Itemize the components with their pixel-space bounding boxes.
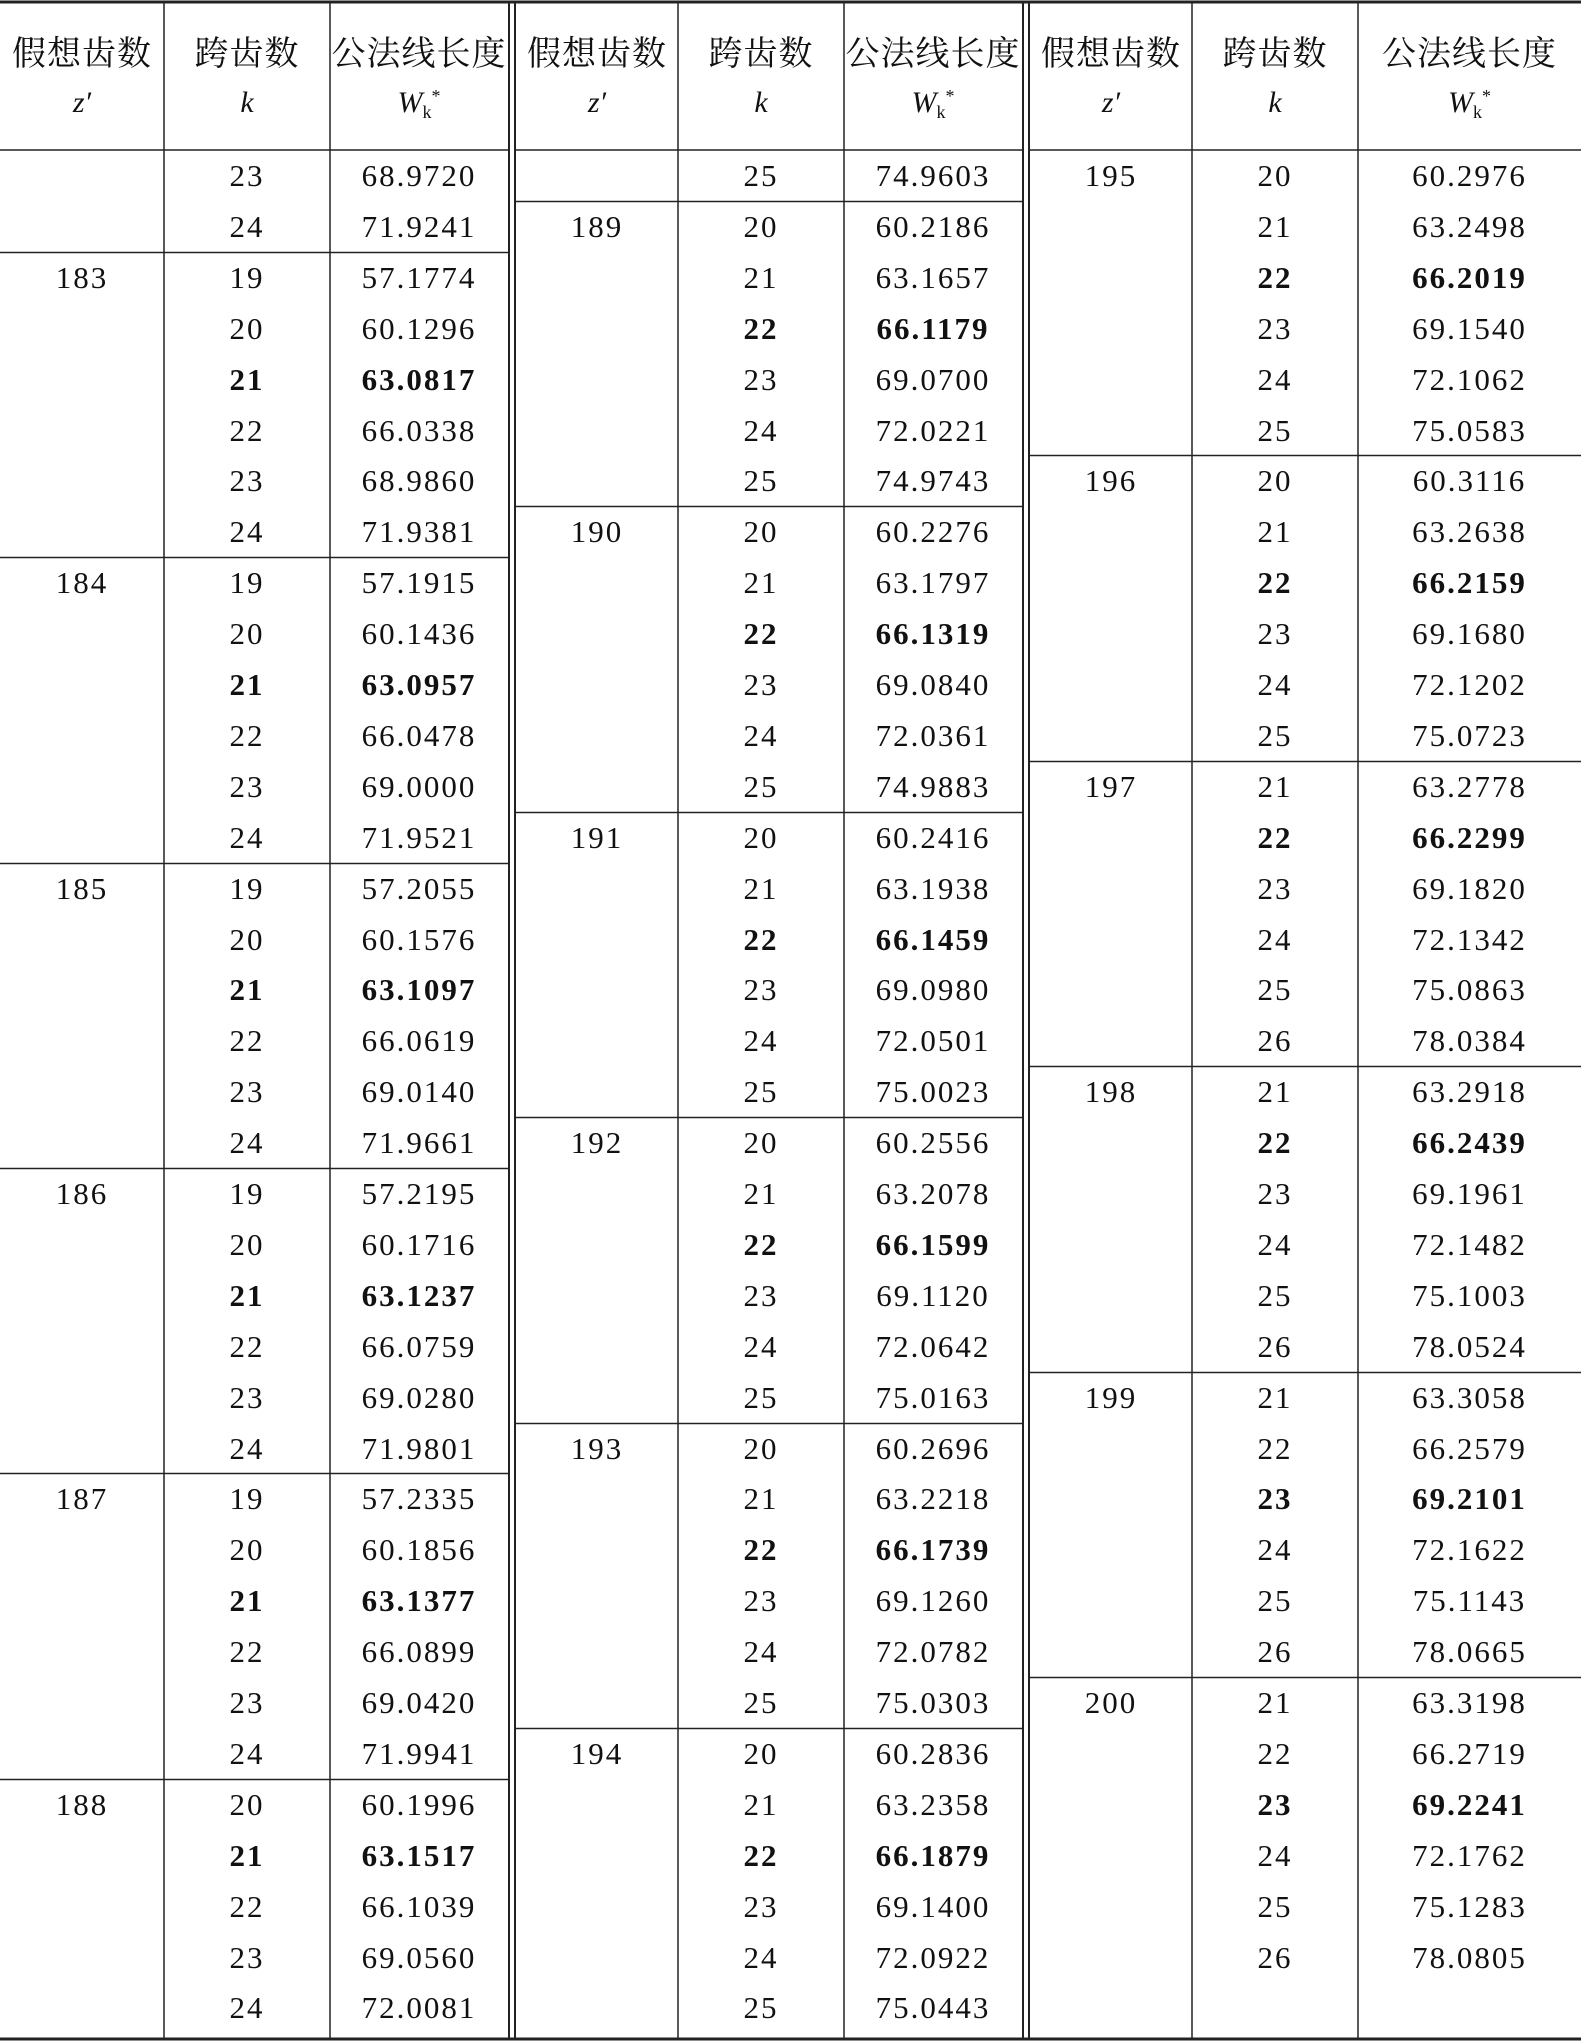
span-length-value: 69.1961 [1412, 1176, 1527, 1211]
span-count: 21 [743, 259, 779, 295]
span-count: 24 [743, 1023, 779, 1059]
span-length-value: 63.1237 [361, 1277, 477, 1313]
span-count: 22 [229, 717, 265, 753]
span-count: 22 [229, 1634, 265, 1670]
header-symbol-text: k [754, 86, 768, 119]
span-length-value: 71.9941 [361, 1735, 477, 1771]
span-length-value: 69.0000 [361, 768, 477, 804]
span-length-value: 66.1739 [875, 1532, 991, 1568]
span-count: 19 [229, 1481, 265, 1517]
span-count: 25 [1257, 412, 1293, 448]
span-length-value: 63.2358 [875, 1786, 991, 1822]
span-length-value: 72.1482 [1412, 1226, 1527, 1262]
span-length-value: 57.2055 [361, 870, 477, 906]
span-count: 26 [1257, 1328, 1293, 1364]
span-count: 23 [1257, 1176, 1293, 1211]
teeth-count: 190 [570, 514, 624, 550]
span-length-value: 57.1915 [361, 565, 477, 601]
span-length-value: 78.0665 [1412, 1634, 1527, 1670]
span-count: 25 [743, 1379, 779, 1415]
span-length-value: 69.1680 [1412, 616, 1527, 652]
span-count: 25 [743, 768, 779, 804]
span-count: 23 [743, 1277, 779, 1313]
column-header-title: 跨齿数 [708, 34, 814, 74]
span-length-value: 60.2186 [875, 208, 991, 244]
span-count: 20 [743, 1735, 779, 1771]
span-length-value: 60.1436 [361, 616, 477, 652]
column-header-symbol [1030, 86, 1192, 120]
span-count: 21 [1257, 1074, 1293, 1110]
span-count: 22 [743, 1532, 779, 1568]
span-length-value: 63.1657 [875, 259, 991, 295]
span-count: 21 [1257, 768, 1293, 804]
span-length-value: 69.1120 [876, 1277, 990, 1313]
teeth-count: 184 [55, 565, 109, 601]
span-count: 22 [1257, 1430, 1293, 1466]
teeth-count: 200 [1084, 1685, 1138, 1720]
span-length-value: 78.0805 [1412, 1939, 1527, 1975]
span-count: 22 [743, 1837, 779, 1873]
column-header-symbol [1192, 86, 1358, 120]
span-count: 20 [743, 1125, 779, 1161]
span-count: 22 [229, 412, 265, 448]
teeth-count: 196 [1084, 463, 1138, 499]
span-length-value: 69.0420 [361, 1685, 477, 1720]
span-length-value: 75.0163 [875, 1379, 991, 1415]
column-header-title: 公法线长度 [1382, 34, 1557, 74]
span-length-value: 69.1820 [1412, 870, 1527, 906]
teeth-count: 188 [55, 1786, 109, 1822]
span-length-value: 63.2078 [875, 1176, 991, 1211]
header-symbol-superscript: * [945, 86, 955, 106]
span-count: 21 [229, 972, 265, 1008]
span-length-value: 66.0899 [361, 1634, 477, 1670]
span-length-value: 60.1576 [361, 921, 477, 957]
span-count: 25 [1257, 1583, 1293, 1619]
column-header-symbol [516, 86, 678, 120]
span-count: 23 [229, 1939, 265, 1975]
span-count: 21 [743, 870, 779, 906]
span-length-value: 66.2299 [1412, 819, 1527, 855]
span-count: 23 [1257, 1481, 1293, 1517]
span-length-value: 63.2918 [1412, 1074, 1527, 1110]
span-length-value: 63.2638 [1412, 514, 1527, 550]
span-count: 24 [229, 1990, 265, 2026]
span-count: 20 [229, 616, 265, 652]
span-length-value: 60.2696 [875, 1430, 991, 1466]
span-length-value: 72.0081 [361, 1990, 477, 2026]
span-count: 22 [1257, 1735, 1293, 1771]
span-length-value: 66.2439 [1412, 1125, 1527, 1161]
span-length-value: 72.1762 [1412, 1837, 1527, 1873]
span-count: 23 [743, 1888, 779, 1924]
span-count: 24 [229, 514, 265, 550]
span-length-value: 60.2976 [1412, 158, 1527, 193]
span-count: 21 [229, 1837, 265, 1873]
span-count: 21 [743, 565, 779, 601]
span-count: 25 [1257, 1277, 1293, 1313]
span-count: 25 [1257, 717, 1293, 753]
span-count: 22 [743, 1226, 779, 1262]
header-symbol-text: W [1448, 86, 1473, 119]
column-header-symbol [844, 86, 1022, 123]
span-count: 19 [229, 870, 265, 906]
column-header-title: 公法线长度 [331, 34, 507, 74]
span-count: 26 [1257, 1023, 1293, 1059]
span-length-value: 75.0303 [875, 1685, 991, 1720]
span-length-value: 66.2719 [1412, 1735, 1527, 1771]
span-length-value: 66.0338 [361, 412, 477, 448]
span-count: 23 [229, 463, 265, 499]
span-length-value: 63.2778 [1412, 768, 1527, 804]
span-count: 25 [743, 1074, 779, 1110]
header-symbol-text: k [1268, 86, 1282, 119]
span-length-value: 66.0619 [361, 1023, 477, 1059]
span-count: 24 [1257, 921, 1293, 957]
span-count: 22 [1257, 565, 1293, 601]
span-count: 20 [743, 1430, 779, 1466]
span-length-value: 75.1143 [1412, 1583, 1527, 1619]
span-count: 20 [229, 1532, 265, 1568]
span-count: 20 [1257, 463, 1293, 499]
teeth-count: 197 [1084, 768, 1138, 804]
column-header-title: 假想齿数 [527, 34, 667, 74]
span-length-value: 78.0384 [1412, 1023, 1527, 1059]
span-length-value: 57.2335 [361, 1481, 477, 1517]
header-symbol-text: W [911, 86, 937, 119]
span-length-value: 66.1599 [875, 1226, 991, 1262]
column-header-title: 公法线长度 [845, 34, 1021, 74]
span-length-value: 72.0361 [875, 717, 991, 753]
span-length-value: 68.9720 [361, 158, 477, 193]
span-count: 24 [229, 1125, 265, 1161]
column-header-title: 假想齿数 [1041, 34, 1181, 74]
span-count: 24 [229, 1430, 265, 1466]
teeth-count: 195 [1084, 158, 1138, 193]
span-count: 23 [229, 768, 265, 804]
span-count: 23 [1257, 310, 1293, 346]
span-count: 19 [229, 259, 265, 295]
span-count: 21 [743, 1481, 779, 1517]
span-count: 20 [1257, 158, 1293, 193]
span-length-value: 63.0957 [361, 667, 477, 702]
column-header-title: 假想齿数 [12, 34, 152, 74]
span-count: 24 [1257, 1226, 1293, 1262]
column-header-title: 跨齿数 [194, 34, 300, 74]
span-length-value: 72.0922 [875, 1939, 991, 1975]
span-length-value: 66.2159 [1412, 565, 1527, 601]
span-length-value: 69.0560 [361, 1939, 477, 1975]
span-count: 24 [229, 208, 265, 244]
span-count: 23 [743, 361, 779, 397]
span-length-value: 75.1003 [1412, 1277, 1527, 1313]
teeth-count: 186 [55, 1176, 109, 1211]
span-count: 23 [229, 1685, 265, 1720]
span-count: 25 [1257, 972, 1293, 1008]
span-count: 24 [1257, 1532, 1293, 1568]
span-length-value: 60.2276 [875, 514, 991, 550]
span-count: 24 [229, 819, 265, 855]
span-count: 23 [743, 667, 779, 702]
span-length-value: 74.9883 [875, 768, 991, 804]
span-length-value: 71.9241 [361, 208, 477, 244]
span-count: 25 [743, 1990, 779, 2026]
span-count: 24 [743, 717, 779, 753]
header-symbol-text: k [240, 86, 254, 119]
span-length-value: 75.1283 [1412, 1888, 1527, 1924]
span-length-value: 66.0759 [361, 1328, 477, 1364]
span-length-value: 63.0817 [361, 361, 477, 397]
span-count: 24 [1257, 361, 1293, 397]
span-length-value: 60.1856 [361, 1532, 477, 1568]
span-count: 25 [743, 1685, 779, 1720]
header-symbol-text: z′ [72, 86, 92, 119]
span-count: 24 [743, 412, 779, 448]
span-length-value: 74.9743 [875, 463, 991, 499]
span-count: 22 [229, 1023, 265, 1059]
span-count: 21 [229, 1277, 265, 1313]
span-length-value: 63.1517 [361, 1837, 477, 1873]
teeth-count: 189 [570, 208, 624, 244]
span-count: 20 [743, 514, 779, 550]
span-length-value: 66.2579 [1412, 1430, 1527, 1466]
span-length-value: 72.1062 [1412, 361, 1527, 397]
span-count: 22 [1257, 259, 1293, 295]
span-length-value: 69.1540 [1412, 310, 1527, 346]
span-count: 24 [743, 1634, 779, 1670]
span-length-value: 71.9801 [361, 1430, 477, 1466]
span-count: 22 [229, 1888, 265, 1924]
span-length-value: 72.0782 [875, 1634, 991, 1670]
span-length-value: 69.2101 [1412, 1481, 1527, 1517]
span-count: 22 [743, 921, 779, 957]
span-length-value: 75.0443 [875, 1990, 991, 2026]
span-length-value: 66.0478 [361, 717, 477, 753]
span-length-value: 72.1202 [1412, 667, 1527, 702]
teeth-count: 185 [55, 870, 109, 906]
span-length-value: 63.1938 [875, 870, 991, 906]
span-length-value: 57.2195 [361, 1176, 477, 1211]
span-count: 22 [1257, 1125, 1293, 1161]
span-length-value: 60.2416 [875, 819, 991, 855]
span-count: 20 [743, 819, 779, 855]
span-count: 25 [743, 158, 779, 193]
teeth-count: 187 [55, 1481, 109, 1517]
span-length-value: 69.0980 [875, 972, 991, 1008]
span-length-value: 69.0280 [361, 1379, 477, 1415]
span-length-value: 72.0642 [875, 1328, 991, 1364]
span-length-value: 60.1996 [361, 1786, 477, 1822]
span-length-value: 60.2836 [875, 1735, 991, 1771]
span-length-value: 60.3116 [1412, 463, 1527, 499]
span-count: 22 [229, 1328, 265, 1364]
teeth-count: 192 [570, 1125, 624, 1161]
span-length-value: 69.1260 [875, 1583, 991, 1619]
span-count: 22 [743, 616, 779, 652]
teeth-count: 198 [1084, 1074, 1138, 1110]
header-symbol-text: z′ [1101, 86, 1121, 119]
span-count: 21 [1257, 514, 1293, 550]
span-length-value: 74.9603 [875, 158, 991, 193]
span-count: 19 [229, 565, 265, 601]
span-length-value: 63.1377 [361, 1583, 477, 1619]
span-length-value: 75.0583 [1412, 412, 1527, 448]
span-count: 25 [1257, 1888, 1293, 1924]
span-length-value: 69.0840 [875, 667, 991, 702]
column-header-symbol [164, 86, 330, 120]
span-count: 22 [1257, 819, 1293, 855]
span-count: 22 [743, 310, 779, 346]
teeth-count: 194 [570, 1735, 624, 1771]
column-header-symbol [678, 86, 844, 120]
span-length-value: 63.2498 [1412, 208, 1527, 244]
span-count: 26 [1257, 1939, 1293, 1975]
span-count: 21 [743, 1176, 779, 1211]
span-count: 23 [229, 158, 265, 193]
span-length-value: 72.0501 [875, 1023, 991, 1059]
header-symbol-subscript: k [936, 102, 946, 122]
span-count: 20 [229, 1226, 265, 1262]
span-length-value: 72.1342 [1412, 921, 1527, 957]
span-length-value: 66.1879 [875, 1837, 991, 1873]
span-length-value: 63.2218 [875, 1481, 991, 1517]
teeth-count: 199 [1084, 1379, 1138, 1415]
teeth-count: 183 [55, 259, 109, 295]
span-length-value: 63.1797 [875, 565, 991, 601]
span-length-value: 75.0723 [1412, 717, 1527, 753]
span-length-value: 72.0221 [875, 412, 991, 448]
span-count: 24 [229, 1735, 265, 1771]
span-count: 23 [1257, 1786, 1293, 1822]
span-count: 21 [1257, 208, 1293, 244]
header-symbol-text: z′ [587, 86, 607, 119]
span-count: 23 [743, 1583, 779, 1619]
teeth-count: 191 [570, 819, 624, 855]
span-length-value: 57.1774 [361, 259, 477, 295]
header-symbol-subscript: k [422, 102, 432, 122]
span-length-value: 60.2556 [875, 1125, 991, 1161]
header-symbol-subscript: k [1473, 102, 1482, 122]
span-count: 21 [229, 667, 265, 702]
span-length-value: 71.9661 [361, 1125, 477, 1161]
span-count: 21 [1257, 1685, 1293, 1720]
span-count: 21 [1257, 1379, 1293, 1415]
span-count: 23 [229, 1074, 265, 1110]
span-length-value: 66.1459 [875, 921, 991, 957]
span-length-value: 72.1622 [1412, 1532, 1527, 1568]
span-length-value: 66.1179 [876, 310, 990, 346]
span-length-value: 69.1400 [875, 1888, 991, 1924]
span-count: 20 [229, 921, 265, 957]
span-length-value: 75.0023 [875, 1074, 991, 1110]
span-count: 20 [229, 310, 265, 346]
span-count: 23 [229, 1379, 265, 1415]
span-length-value: 69.0140 [361, 1074, 477, 1110]
span-length-value: 69.2241 [1412, 1786, 1527, 1822]
span-length-value: 66.1039 [361, 1888, 477, 1924]
span-length-value: 78.0524 [1412, 1328, 1527, 1364]
span-length-value: 63.1097 [361, 972, 477, 1008]
span-count: 19 [229, 1176, 265, 1211]
span-count: 23 [743, 972, 779, 1008]
column-header-symbol [330, 86, 508, 123]
span-length-value: 66.2019 [1412, 259, 1527, 295]
span-length-value: 63.3058 [1412, 1379, 1527, 1415]
header-symbol-text: W [397, 86, 423, 119]
span-count: 21 [743, 1786, 779, 1822]
span-count: 26 [1257, 1634, 1293, 1670]
span-count: 24 [743, 1328, 779, 1364]
span-count: 24 [743, 1939, 779, 1975]
span-count: 21 [229, 361, 265, 397]
span-length-value: 60.1716 [361, 1226, 477, 1262]
span-length-value: 68.9860 [361, 463, 477, 499]
teeth-count: 193 [570, 1430, 624, 1466]
header-symbol-superscript: * [1482, 86, 1491, 106]
span-length-value: 75.0863 [1412, 972, 1527, 1008]
span-count: 24 [1257, 1837, 1293, 1873]
span-count: 25 [743, 463, 779, 499]
span-count: 20 [743, 208, 779, 244]
span-length-value: 69.0700 [875, 361, 991, 397]
span-count: 23 [1257, 870, 1293, 906]
span-length-value: 71.9521 [361, 819, 477, 855]
span-length-value: 66.1319 [875, 616, 991, 652]
column-header-symbol [1358, 86, 1581, 123]
span-count: 21 [229, 1583, 265, 1619]
span-count: 20 [229, 1786, 265, 1822]
span-length-value: 71.9381 [361, 514, 477, 550]
span-length-value: 60.1296 [361, 310, 477, 346]
header-symbol-superscript: * [431, 86, 441, 106]
column-header-symbol [0, 86, 164, 120]
span-length-value: 63.3198 [1412, 1685, 1527, 1720]
column-header-title: 跨齿数 [1222, 34, 1328, 74]
span-count: 24 [1257, 667, 1293, 702]
span-count: 23 [1257, 616, 1293, 652]
